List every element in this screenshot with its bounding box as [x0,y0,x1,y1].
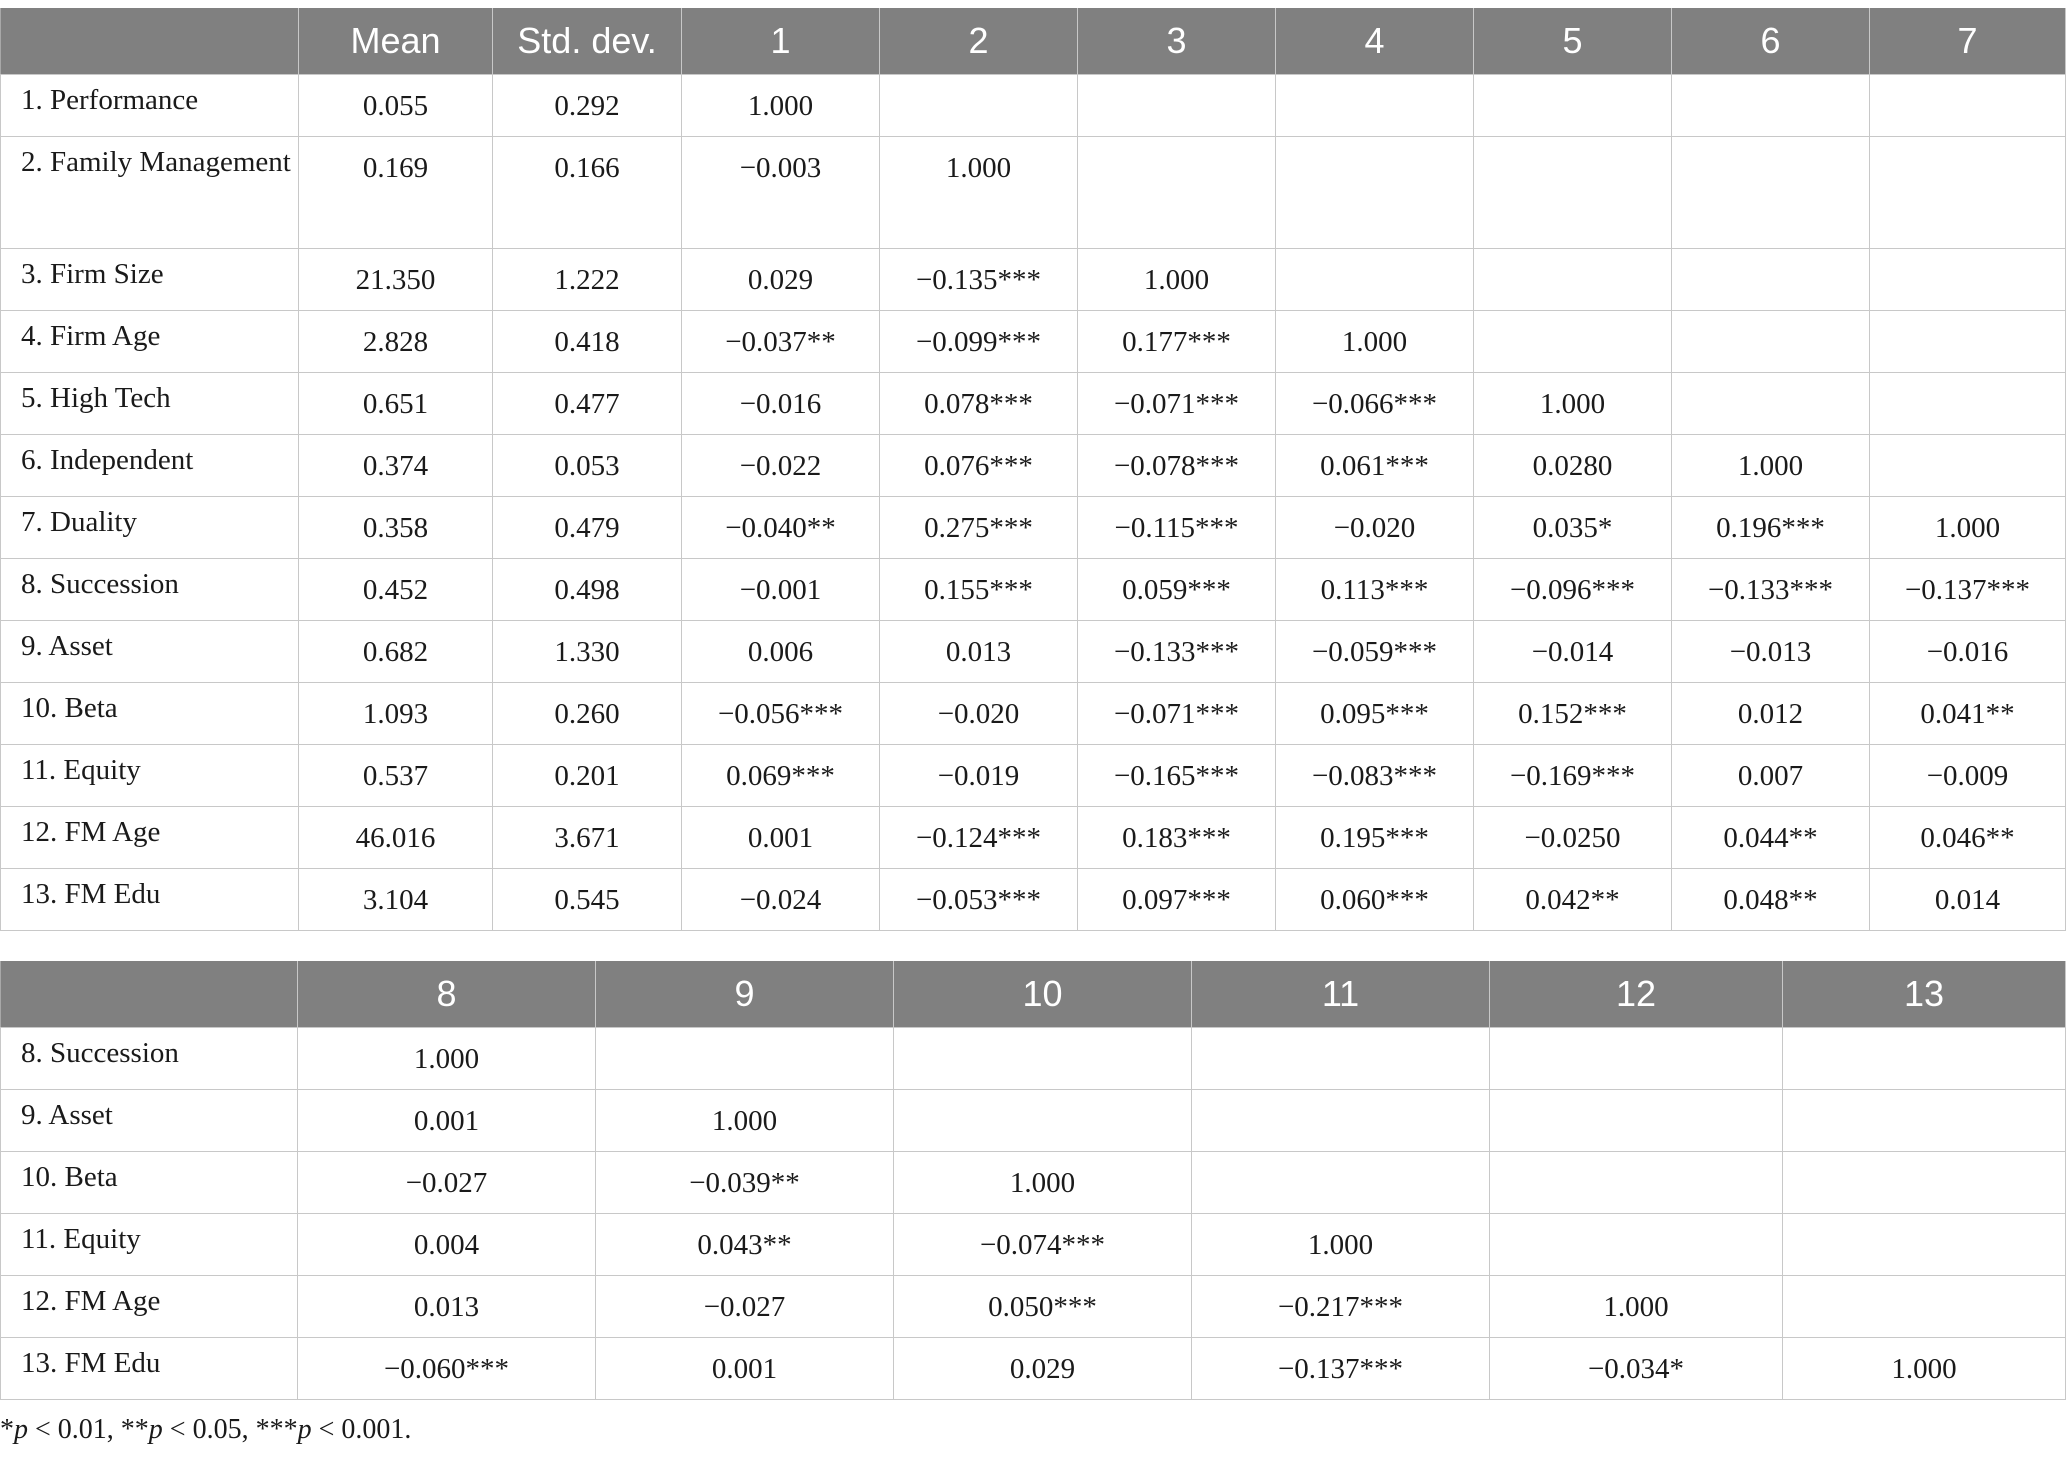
table-cell: −0.071*** [1078,683,1276,745]
table-cell [880,75,1078,137]
table-row [1,1152,2066,1214]
column-header: 8 [298,961,596,1028]
table-cell: −0.040** [682,497,880,559]
row-label: 8. Succession [1,559,299,621]
table-cell: −0.003 [682,137,880,249]
table-cell: −0.071*** [1078,373,1276,435]
table-cell: 0.498 [493,559,682,621]
table-cell: 0.046** [1870,807,2066,869]
row-label: 11. Equity [1,745,299,807]
table-cell: 0.078*** [880,373,1078,435]
table-cell: 0.012 [1672,683,1870,745]
table-cell [1870,137,2066,249]
table-cell: 0.007 [1672,745,1870,807]
table-cell: 1.000 [1783,1338,2066,1400]
row-label: 10. Beta [1,1152,298,1214]
table-cell: 0.166 [493,137,682,249]
column-header: 7 [1870,8,2066,75]
table-cell: 0.035* [1474,497,1672,559]
column-header: 4 [1276,8,1474,75]
row-label: 9. Asset [1,621,299,683]
table-cell: 0.029 [682,249,880,311]
table-cell: 2.828 [299,311,493,373]
table-cell: 0.358 [299,497,493,559]
table-cell: −0.027 [596,1276,894,1338]
table-cell: 0.196*** [1672,497,1870,559]
table-cell: 0.477 [493,373,682,435]
table-cell: 0.059*** [1078,559,1276,621]
table-cell: 0.152*** [1474,683,1672,745]
row-label: 1. Performance [1,75,299,137]
column-header: Mean [299,8,493,75]
table-cell: −0.013 [1672,621,1870,683]
table-cell: 1.000 [1870,497,2066,559]
table-cell: 0.177*** [1078,311,1276,373]
table-cell [1870,311,2066,373]
column-header: 1 [682,8,880,75]
row-label: 6. Independent [1,435,299,497]
row-label: 12. FM Age [1,807,299,869]
table-cell [1474,249,1672,311]
table-cell: 0.545 [493,869,682,931]
correlation-table-part2 [0,961,2066,1400]
column-header: 10 [894,961,1192,1028]
table-cell: 0.682 [299,621,493,683]
row-label: 3. Firm Size [1,249,299,311]
table-cell: −0.135*** [880,249,1078,311]
table-cell: 0.201 [493,745,682,807]
table-row [1,683,2066,745]
column-header: 3 [1078,8,1276,75]
table-cell: 0.479 [493,497,682,559]
table-cell [1490,1214,1783,1276]
table-cell [1672,373,1870,435]
table-cell: −0.066*** [1276,373,1474,435]
table-row [1,869,2066,931]
table-cell [1192,1090,1490,1152]
table-cell [1192,1152,1490,1214]
table-cell [1870,373,2066,435]
table-row [1,435,2066,497]
table-row [1,1028,2066,1090]
table-cell: 0.452 [299,559,493,621]
table-cell: 1.000 [596,1090,894,1152]
table-cell: −0.0250 [1474,807,1672,869]
table-cell: 1.000 [1192,1214,1490,1276]
column-header: 2 [880,8,1078,75]
table-row [1,621,2066,683]
table-cell: 0.537 [299,745,493,807]
table-cell: 1.222 [493,249,682,311]
table-cell [596,1028,894,1090]
table-cell: 0.292 [493,75,682,137]
table-cell: 0.069*** [682,745,880,807]
column-header: 6 [1672,8,1870,75]
table-cell [1276,75,1474,137]
table-cell: 0.260 [493,683,682,745]
significance-footnote: *p < 0.01, **p < 0.05, ***p < 0.001. [0,1414,412,1445]
table-cell: −0.115*** [1078,497,1276,559]
table-cell: −0.020 [880,683,1078,745]
table-cell: 0.053 [493,435,682,497]
table-cell: −0.169*** [1474,745,1672,807]
table-cell: −0.053*** [880,869,1078,931]
table-cell: 0.195*** [1276,807,1474,869]
table-cell: 0.183*** [1078,807,1276,869]
table-cell: 0.095*** [1276,683,1474,745]
row-label: 5. High Tech [1,373,299,435]
table-cell: −0.022 [682,435,880,497]
column-header: Std. dev. [493,8,682,75]
table-cell: 0.418 [493,311,682,373]
table-row [1,137,2066,249]
header-blank [1,8,299,75]
table-cell: −0.001 [682,559,880,621]
table-cell: −0.020 [1276,497,1474,559]
table-cell: −0.133*** [1078,621,1276,683]
table-row [1,1214,2066,1276]
table-cell: 0.374 [299,435,493,497]
table-cell: −0.133*** [1672,559,1870,621]
column-header: 12 [1490,961,1783,1028]
table-cell: 0.013 [298,1276,596,1338]
table-cell [1276,137,1474,249]
table-row [1,373,2066,435]
table-cell: 0.155*** [880,559,1078,621]
row-label: 13. FM Edu [1,869,299,931]
row-label: 8. Succession [1,1028,298,1090]
row-label: 9. Asset [1,1090,298,1152]
row-label: 13. FM Edu [1,1338,298,1400]
table-cell: −0.034* [1490,1338,1783,1400]
row-label: 4. Firm Age [1,311,299,373]
table-cell: 0.041** [1870,683,2066,745]
table-cell [1783,1276,2066,1338]
table-cell: 0.651 [299,373,493,435]
table-cell: 0.061*** [1276,435,1474,497]
table-cell [1474,137,1672,249]
table-row [1,1276,2066,1338]
table-cell: −0.037** [682,311,880,373]
table-cell: 0.055 [299,75,493,137]
table-cell: 0.004 [298,1214,596,1276]
table-cell: 1.000 [682,75,880,137]
row-label: 2. Family Management [1,137,299,249]
table-cell: 0.044** [1672,807,1870,869]
column-header: 9 [596,961,894,1028]
table-cell: 0.042** [1474,869,1672,931]
row-label: 12. FM Age [1,1276,298,1338]
column-header: 11 [1192,961,1490,1028]
table-cell: 0.006 [682,621,880,683]
table-cell [1078,137,1276,249]
table-cell [1078,75,1276,137]
table-cell [1783,1152,2066,1214]
table-cell [894,1090,1192,1152]
table-cell: 1.000 [1276,311,1474,373]
table-cell: 0.013 [880,621,1078,683]
table-cell: −0.016 [1870,621,2066,683]
table-cell: 1.000 [298,1028,596,1090]
table-row [1,559,2066,621]
row-label: 7. Duality [1,497,299,559]
table-cell [1474,311,1672,373]
table-cell: −0.056*** [682,683,880,745]
table-cell: −0.124*** [880,807,1078,869]
table-cell: 0.048** [1672,869,1870,931]
table-cell [894,1028,1192,1090]
table-cell: 0.060*** [1276,869,1474,931]
table-cell: 3.671 [493,807,682,869]
table-cell: 1.000 [1490,1276,1783,1338]
table-cell: 0.097*** [1078,869,1276,931]
table-cell: −0.083*** [1276,745,1474,807]
table-cell: 0.275*** [880,497,1078,559]
table-cell: 0.014 [1870,869,2066,931]
table-cell [1490,1090,1783,1152]
table-cell [1672,311,1870,373]
column-header: 13 [1783,961,2066,1028]
table-cell [1870,435,2066,497]
table-cell [1783,1214,2066,1276]
table-cell: −0.074*** [894,1214,1192,1276]
table-cell: −0.060*** [298,1338,596,1400]
table-cell: 1.000 [1474,373,1672,435]
table-cell [1474,75,1672,137]
table-row [1,497,2066,559]
row-label: 11. Equity [1,1214,298,1276]
table-row [1,745,2066,807]
table-cell: 1.000 [894,1152,1192,1214]
table-cell: 1.093 [299,683,493,745]
table-cell [1783,1090,2066,1152]
table-cell: −0.024 [682,869,880,931]
table-cell: 1.000 [1078,249,1276,311]
table-cell: −0.059*** [1276,621,1474,683]
table-cell: 0.029 [894,1338,1192,1400]
table-cell [1490,1152,1783,1214]
table-cell: 3.104 [299,869,493,931]
table-cell: −0.096*** [1474,559,1672,621]
table-cell [1870,249,2066,311]
table-cell: 0.001 [682,807,880,869]
table-cell [1783,1028,2066,1090]
table-cell: −0.137*** [1192,1338,1490,1400]
table-cell: −0.027 [298,1152,596,1214]
table-cell [1672,249,1870,311]
table-row [1,1090,2066,1152]
table-row [1,1338,2066,1400]
table-cell: −0.165*** [1078,745,1276,807]
correlation-table-part1 [0,8,2066,931]
table-cell: 0.001 [596,1338,894,1400]
table-cell [1672,137,1870,249]
column-header: 5 [1474,8,1672,75]
row-label: 10. Beta [1,683,299,745]
table-cell: 1.000 [880,137,1078,249]
table-cell: 0.169 [299,137,493,249]
table-cell: −0.078*** [1078,435,1276,497]
table-cell: 0.050*** [894,1276,1192,1338]
table-cell: 0.113*** [1276,559,1474,621]
table-cell: −0.019 [880,745,1078,807]
table-cell [1672,75,1870,137]
table-cell [1490,1028,1783,1090]
table-cell: −0.016 [682,373,880,435]
table-cell: 0.076*** [880,435,1078,497]
table-cell: −0.039** [596,1152,894,1214]
table-cell: 46.016 [299,807,493,869]
table-cell [1192,1028,1490,1090]
table-cell: 0.0280 [1474,435,1672,497]
table-row [1,311,2066,373]
table-cell: −0.014 [1474,621,1672,683]
table-row [1,807,2066,869]
header-blank [1,961,298,1028]
table-cell: 0.001 [298,1090,596,1152]
table-cell: −0.099*** [880,311,1078,373]
table-cell: 1.000 [1672,435,1870,497]
table-cell [1276,249,1474,311]
table-cell [1870,75,2066,137]
table-cell: −0.137*** [1870,559,2066,621]
table-cell: −0.009 [1870,745,2066,807]
table-cell: 0.043** [596,1214,894,1276]
table-row [1,75,2066,137]
table-cell: −0.217*** [1192,1276,1490,1338]
table-row [1,249,2066,311]
table-cell: 21.350 [299,249,493,311]
table-cell: 1.330 [493,621,682,683]
